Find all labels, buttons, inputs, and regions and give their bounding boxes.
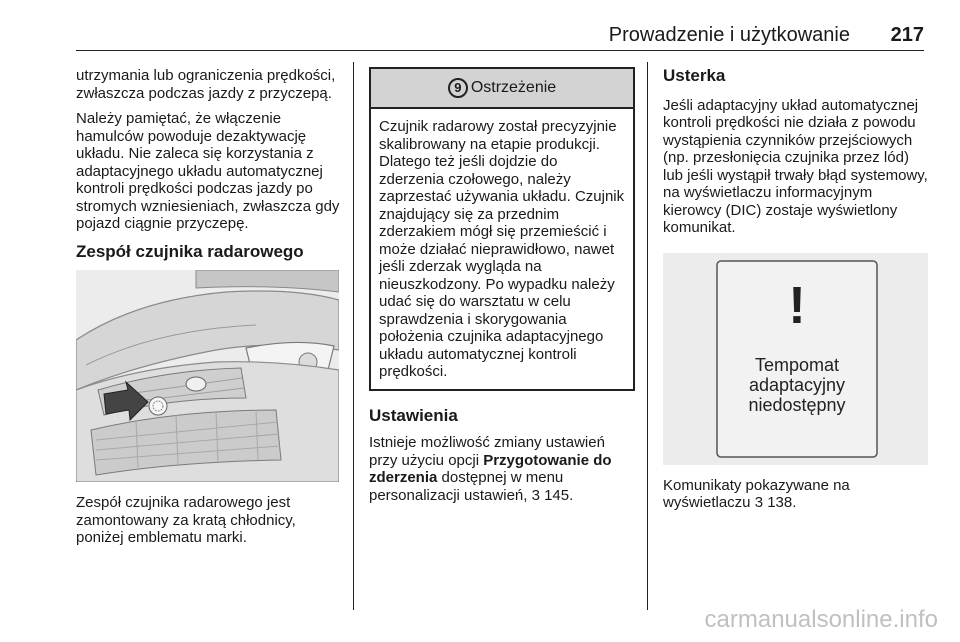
- section-heading-fault: Usterka: [663, 66, 726, 85]
- figure-caption: Zespół czujnika radarowego jest zamontowany za kratą chłodnicy, poniżej emblematu marki.: [76, 494, 296, 546]
- figure-caption: Komunikaty pokazywane na wyświetlaczu 3 138.: [663, 476, 850, 511]
- warning-header: [371, 69, 633, 109]
- settings-paragraph: [369, 434, 635, 504]
- column-divider-1: [353, 62, 354, 610]
- warning-icon: 9: [448, 78, 468, 98]
- warning-title: Ostrzeżenie: [470, 79, 557, 97]
- running-header-title: Prowadzenie i użytkowanie: [608, 24, 850, 46]
- radar-sensor-figure: [76, 270, 339, 482]
- section-heading-settings: Ustawienia: [369, 405, 458, 425]
- paragraph: Należy pamiętać, że włączenie hamulców powoduje dezaktywację układu. Nie zaleca się korzystania z adaptacyjnego układu automatycznej kontroli prędkości podczas jazdy po stromych wzniesieniach, zwłaszcza gdy pojazd ciągnie przyczepę.: [76, 110, 340, 232]
- section-heading-radar: Zespół czujnika radarowego: [76, 241, 304, 261]
- column-left: [76, 67, 344, 555]
- warning-box: [369, 67, 635, 391]
- dic-line-2: adaptacyjny: [748, 374, 846, 395]
- warning-text: Czujnik radarowy został precyzyjnie skalibrowany na etapie produkcji. Dlatego też jeśli dojdzie do zderzenia czołowego, należy zaprzestać używania układu. Czujnik znajdujący się za przednim zderzakiem mógł się przemieścić i może działać nieprawidłowo, nawet jeśli zderzak wygląda na nieuszkodzony. Po wypadku należy udać się do warsztatu w celu sprawdzenia i skorygowania położenia czujnika adaptacyjnego układu automatycznej kontroli prędkości.: [379, 118, 625, 380]
- header-rule: [76, 50, 924, 51]
- dic-line-1: Tempomat: [754, 354, 840, 375]
- dic-line-3: niedostępny: [748, 394, 846, 415]
- dic-warning-symbol: !: [788, 276, 806, 335]
- menu-option-name: Przygotowanie do zderzenia: [369, 451, 612, 486]
- column-divider-2: [647, 62, 648, 610]
- text-run: Istnieje możliwość zmiany ustawień przy użyciu opcji: [369, 434, 605, 469]
- page-number: 217: [890, 24, 924, 46]
- watermark: carmanualsonline.info: [704, 606, 938, 633]
- column-right: [663, 67, 928, 520]
- text-run: dostępnej w menu personalizacji ustawień, 3 145.: [369, 469, 574, 504]
- column-middle: [369, 67, 635, 512]
- paragraph: Jeśli adaptacyjny układ automatycznej kontroli prędkości nie działa z powodu wystąpienia czynników przejściowych (np. przesłonięcia czujnika przez lód) lub jeśli wystąpił trwały błąd systemowy, na wyświetlaczu informacyjnym kierowcy (DIC) zostaje wyświetlony komunikat.: [663, 96, 928, 236]
- paragraph: utrzymania lub ograniczenia prędkości, zwłaszcza podczas jazdy z przyczepą.: [76, 67, 336, 102]
- dic-message-figure: [663, 253, 928, 465]
